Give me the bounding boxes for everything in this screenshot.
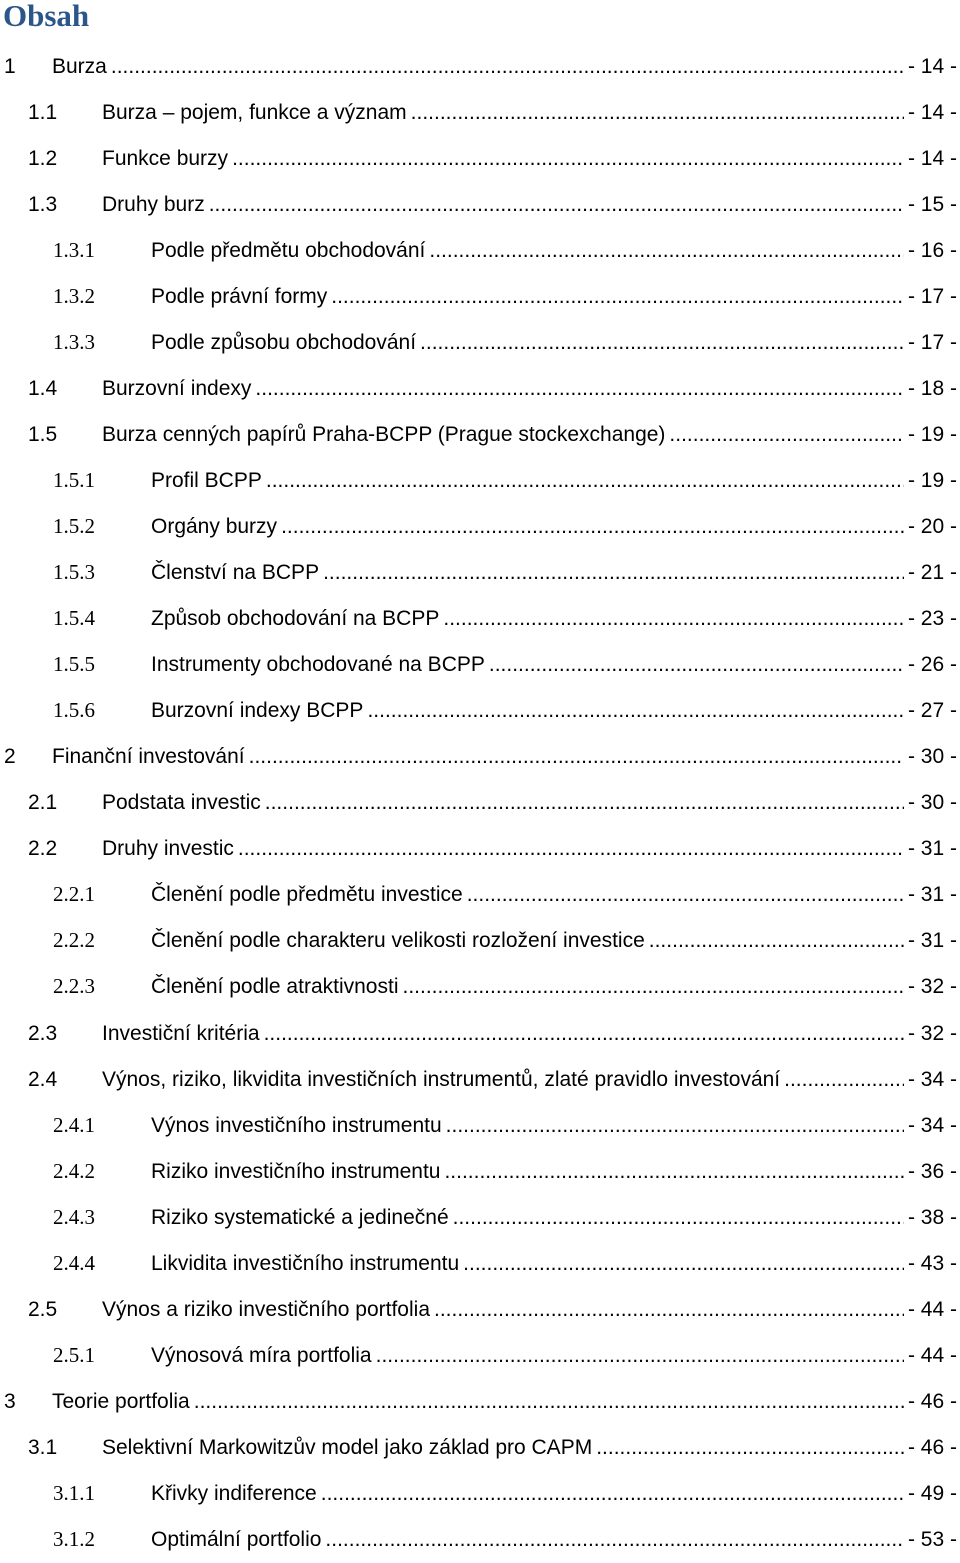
toc-entry-number: 2.2.2 [53,928,95,953]
toc-entry-page-number[interactable]: - 32 - [907,975,957,999]
dot-leader [209,194,904,215]
toc-entry-page-number[interactable]: - 44 - [907,1297,957,1321]
toc-entry-number: 1.3.3 [53,329,95,354]
dot-leader [266,470,904,491]
dot-leader [331,286,904,307]
dot-leader [669,424,904,445]
toc-entry-number: 3.1.1 [53,1480,95,1505]
toc-entry-body [151,976,957,997]
toc-entry-number: 2.3 [28,1021,58,1045]
toc-entry[interactable] [0,135,960,181]
toc-entry-title[interactable]: Podle způsobu obchodování [151,330,417,354]
toc-entry-number: 2.4.4 [53,1250,95,1275]
toc-entry-page-number[interactable]: - 26 - [907,653,957,677]
toc-entry[interactable] [0,273,960,319]
toc-entry-title[interactable]: Funkce burzy [102,146,229,170]
toc-entry-page-number[interactable]: - 49 - [907,1481,957,1505]
toc-entry-title[interactable]: Investiční kritéria [102,1021,260,1045]
toc-entry-page-number[interactable]: - 36 - [907,1159,957,1183]
toc-entry[interactable] [0,181,960,227]
toc-entry-body [102,1437,957,1458]
toc-entry-page-number[interactable]: - 18 - [907,376,957,400]
toc-entry-body [52,1391,957,1412]
toc-entry-body [151,700,957,721]
toc-entry[interactable] [0,1056,960,1102]
toc-entry-number: 1.5.5 [53,652,95,677]
dot-leader [420,332,904,353]
toc-entry-body [102,838,957,859]
toc-entry-body [151,470,957,491]
toc-entry-title[interactable]: Členění podle charakteru velikosti rozložení investice [151,929,645,953]
toc-entry-body [102,1023,957,1044]
toc-entry-title[interactable]: Profil BCPP [151,468,262,492]
toc-entry-page-number[interactable]: - 27 - [907,699,957,723]
toc-entry-title[interactable]: Výnos a riziko investičního portfolia [102,1297,430,1321]
toc-entry-page-number[interactable]: - 32 - [907,1021,957,1045]
dot-leader [443,608,904,629]
dot-leader [489,654,904,675]
toc-entry[interactable] [0,89,960,135]
dot-leader [111,56,904,77]
toc-entry[interactable] [0,319,960,365]
dot-leader [323,562,904,583]
toc-entry-body [102,792,957,813]
dot-leader [463,1253,904,1274]
toc-entry[interactable] [0,642,960,688]
toc-entry-page-number[interactable]: - 23 - [907,607,957,631]
toc-entry[interactable] [0,1424,960,1470]
toc-entry-title[interactable]: Teorie portfolia [52,1389,190,1413]
toc-entry-title[interactable]: Burza cenných papírů Praha-BCPP (Prague stockexchange) [102,422,666,446]
toc-entry[interactable] [0,964,960,1010]
toc-entry-page-number[interactable]: - 31 - [907,837,957,861]
toc-entry-number: 1.4 [28,376,58,400]
toc-entry-number: 1.5.3 [53,560,95,585]
dot-leader [255,378,904,399]
toc-entry[interactable] [0,734,960,780]
toc-entry-number: 1.5.2 [53,513,95,538]
toc-entry-page-number[interactable]: - 43 - [907,1251,957,1275]
toc-entry-body [102,1299,957,1320]
toc-entry-body [102,194,957,215]
toc-entry[interactable] [0,688,960,734]
toc-entry[interactable] [0,227,960,273]
dot-leader [249,746,904,767]
toc-entry-body [151,1207,957,1228]
dot-leader [649,930,904,951]
toc-entry-body [102,1069,957,1090]
toc-entry-title[interactable]: Druhy burz [102,192,205,216]
toc-entry-title[interactable]: Riziko systematické a jedinečné [151,1205,449,1229]
toc-entry-number: 1.1 [28,100,58,124]
dot-leader [232,148,904,169]
toc-entry-body [151,1253,957,1274]
dot-leader [444,1161,904,1182]
toc-entry-number: 2.5 [28,1297,58,1321]
dot-leader [376,1345,904,1366]
toc-entry-page-number[interactable]: - 31 - [907,929,957,953]
toc-entry-page-number[interactable]: - 31 - [907,883,957,907]
toc-entry-number: 2.4.1 [53,1112,95,1137]
toc-entry-body [151,1483,957,1504]
toc-entry[interactable] [0,457,960,503]
toc-entry-title[interactable]: Likvidita investičního instrumentu [151,1251,460,1275]
toc-entry-title[interactable]: Burzovní indexy BCPP [151,699,364,723]
toc-entry[interactable] [0,872,960,918]
dot-leader [402,976,904,997]
toc-entry-page-number[interactable]: - 30 - [907,745,957,769]
toc-entry-page-number[interactable]: - 20 - [907,514,957,538]
toc-entry-title[interactable]: Podle předmětu obchodování [151,238,426,262]
dot-leader [411,102,904,123]
toc-entry-title[interactable]: Orgány burzy [151,514,278,538]
toc-entry-body [151,930,957,951]
toc-entry-title[interactable]: Burza – pojem, funkce a význam [102,100,407,124]
toc-entry-number: 2.4 [28,1067,58,1091]
toc-entry-title[interactable]: Členění podle předmětu investice [151,883,463,907]
toc-entry[interactable] [0,1286,960,1332]
toc-entry-body [52,56,957,77]
toc-entry-page-number[interactable]: - 38 - [907,1205,957,1229]
toc-entry[interactable] [0,43,960,89]
dot-leader [596,1437,904,1458]
toc-entry-page-number[interactable]: - 44 - [907,1343,957,1367]
toc-entry[interactable] [0,1378,960,1424]
toc-entry-title[interactable]: Členění podle atraktivnosti [151,975,399,999]
toc-entry-title[interactable]: Druhy investic [102,837,234,861]
toc-entry-number: 2.5.1 [53,1342,95,1367]
dot-leader [467,884,904,905]
toc-entry-number: 2.2.1 [53,882,95,907]
toc-entry-page-number[interactable]: - 34 - [907,1067,957,1091]
toc-entry-page-number[interactable]: - 21 - [907,561,957,585]
dot-leader [429,240,904,261]
toc-entry[interactable] [0,1010,960,1056]
table-of-contents [0,43,960,1563]
toc-entry-body [102,102,957,123]
toc-entry-title[interactable]: Instrumenty obchodované na BCPP [151,653,485,677]
toc-entry-page-number[interactable]: - 16 - [907,238,957,262]
toc-entry-number: 1.3.1 [53,237,95,262]
toc-entry-number: 3 [4,1389,16,1413]
toc-entry-page-number[interactable]: - 15 - [907,192,957,216]
toc-entry[interactable] [0,1240,960,1286]
toc-entry-title[interactable]: Riziko investičního instrumentu [151,1159,441,1183]
toc-entry-body [151,240,957,261]
toc-entry-body [151,332,957,353]
toc-entry-body [151,1161,957,1182]
toc-entry-number: 1.3.2 [53,283,95,308]
toc-entry-number: 1.5.4 [53,606,95,631]
toc-entry[interactable] [0,1470,960,1516]
toc-entry-title[interactable]: Výnos, riziko, likvidita investičních instrumentů, zlaté pravidlo investování [102,1067,781,1091]
toc-entry-number: 3.1 [28,1435,58,1459]
toc-entry-title[interactable]: Křivky indiference [151,1481,317,1505]
dot-leader [281,516,904,537]
dot-leader [446,1115,904,1136]
toc-entry[interactable] [0,503,960,549]
toc-entry-page-number[interactable]: - 53 - [907,1528,957,1552]
toc-entry-number: 2.4.3 [53,1204,95,1229]
toc-title: Obsah [3,0,90,33]
toc-entry-title[interactable]: Selektivní Markowitzův model jako základ pro CAPM [102,1435,593,1459]
toc-entry-page-number[interactable]: - 14 - [907,100,957,124]
toc-entry-page-number[interactable]: - 34 - [907,1113,957,1137]
toc-entry-page-number[interactable]: - 14 - [907,54,957,78]
dot-leader [321,1483,904,1504]
toc-entry-body [102,148,957,169]
toc-entry-body [151,516,957,537]
toc-entry-number: 1.2 [28,146,58,170]
toc-entry[interactable] [0,826,960,872]
toc-entry[interactable] [0,1102,960,1148]
toc-entry-number: 1.3 [28,192,58,216]
toc-entry-title[interactable]: Podstata investic [102,791,261,815]
toc-entry-title[interactable]: Výnosová míra portfolia [151,1343,372,1367]
dot-leader [325,1529,904,1550]
toc-entry[interactable] [0,1194,960,1240]
toc-entry-title[interactable]: Burza [52,54,107,78]
toc-entry-title[interactable]: Podle právní formy [151,284,328,308]
toc-entry-number: 2.1 [28,791,58,815]
toc-entry-number: 2.4.2 [53,1158,95,1183]
toc-entry-number: 1.5.6 [53,698,95,723]
toc-entry-body [151,608,957,629]
toc-entry-body [102,378,957,399]
toc-entry-body [151,1529,957,1550]
toc-entry[interactable] [0,596,960,642]
toc-entry[interactable] [0,918,960,964]
toc-entry-number: 2 [4,745,16,769]
dot-leader [264,1023,904,1044]
toc-entry-page-number[interactable]: - 46 - [907,1435,957,1459]
toc-entry[interactable] [0,780,960,826]
toc-entry-body [151,654,957,675]
toc-entry-number: 2.2.3 [53,974,95,999]
dot-leader [434,1299,904,1320]
toc-entry-body [151,1115,957,1136]
toc-entry-page-number[interactable]: - 17 - [907,284,957,308]
toc-entry-page-number[interactable]: - 46 - [907,1389,957,1413]
toc-entry[interactable] [0,365,960,411]
dot-leader [194,1391,904,1412]
dot-leader [238,838,904,859]
toc-entry-number: 2.2 [28,837,58,861]
toc-entry-number: 1.5.1 [53,467,95,492]
toc-entry-body [151,562,957,583]
toc-entry-title[interactable]: Výnos investičního instrumentu [151,1113,442,1137]
toc-entry-number: 1.5 [28,422,58,446]
toc-entry-page-number[interactable]: - 19 - [907,422,957,446]
toc-entry-body [52,746,957,767]
toc-entry-title[interactable]: Optimální portfolio [151,1528,322,1552]
toc-entry-page-number[interactable]: - 30 - [907,791,957,815]
dot-leader [265,792,904,813]
toc-entry-body [151,286,957,307]
toc-entry[interactable] [0,411,960,457]
toc-entry[interactable] [0,550,960,596]
toc-entry-title[interactable]: Finanční investování [52,745,245,769]
toc-entry-body [151,884,957,905]
toc-entry[interactable] [0,1332,960,1378]
toc-entry-page-number[interactable]: - 14 - [907,146,957,170]
toc-entry-body [102,424,957,445]
dot-leader [367,700,904,721]
toc-entry-body [151,1345,957,1366]
dot-leader [784,1069,904,1090]
toc-entry-title[interactable]: Členství na BCPP [151,561,320,585]
toc-entry[interactable] [0,1148,960,1194]
toc-entry-number: 3.1.2 [53,1527,95,1552]
toc-entry-page-number[interactable]: - 17 - [907,330,957,354]
toc-entry[interactable] [0,1517,960,1563]
toc-entry-number: 1 [4,54,16,78]
toc-entry-page-number[interactable]: - 19 - [907,468,957,492]
toc-entry-title[interactable]: Způsob obchodování na BCPP [151,607,440,631]
toc-entry-title[interactable]: Burzovní indexy [102,376,252,400]
dot-leader [453,1207,904,1228]
